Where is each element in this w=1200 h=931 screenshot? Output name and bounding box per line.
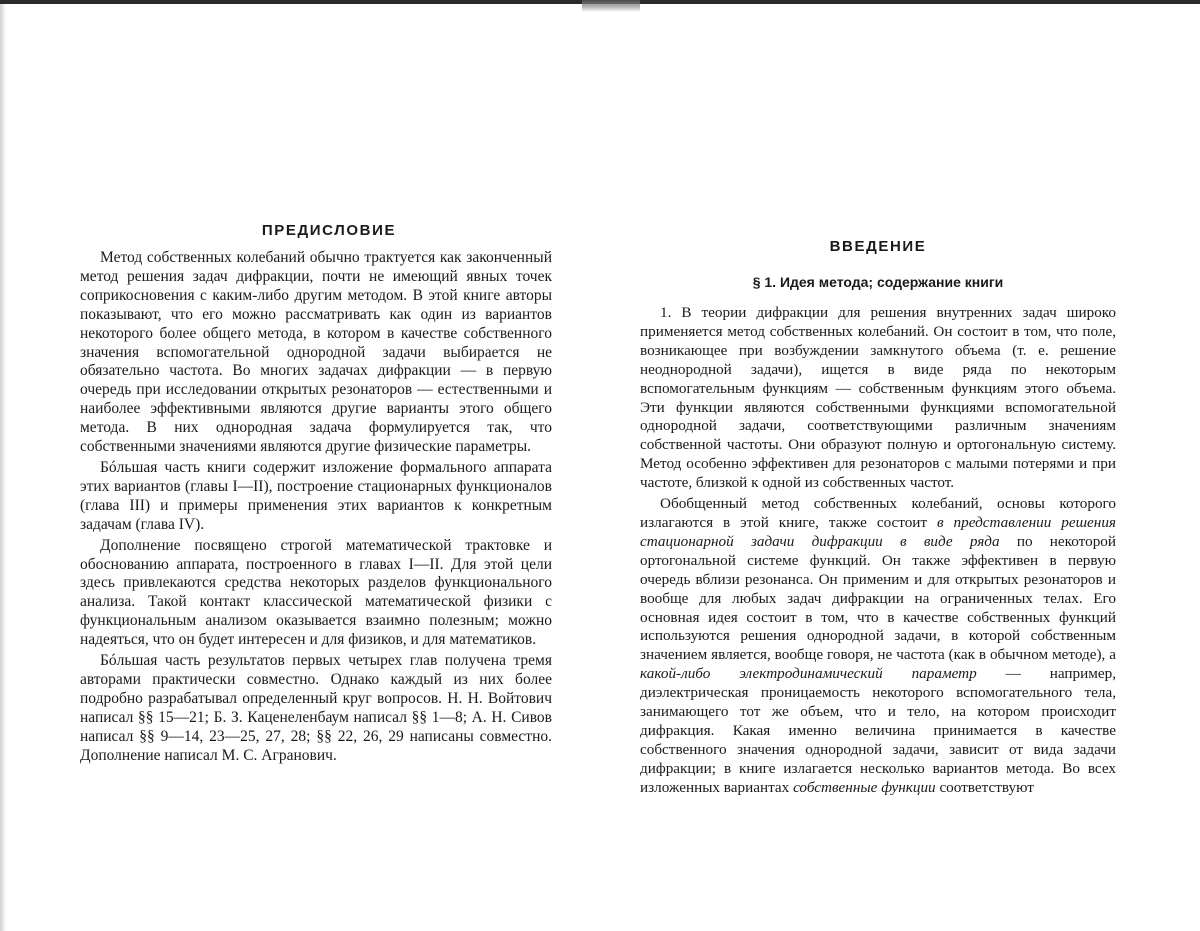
preface-paragraph: Дополнение посвящено строгой математической трактовке и обоснованию аппарата, построенного в главах I—II. Для этой цели здесь привлекаются средства некоторых разделов функционального анализа. Такой контакт классической математической физики с функциональным анализом оказывается взаимно полезным; можно надеяться, что он будет интересен и для физиков, и для математиков. — [80, 536, 552, 649]
scan-edge — [0, 0, 6, 931]
preface-paragraph: Метод собственных колебаний обычно трактуется как законченный метод решения задач дифракции, почти не имеющий явных точек соприкосновения с каким-либо другим методом. В этой книге авторы показывают, что его можно рассматривать как один из вариантов некоторого более общего метода, в котором в качестве собственного значения вспомогательной однородной задачи выбирается не обязательно частота. Во многих задачах дифракции — в первую очередь при исследовании открытых резонаторов — естественными и наиболее эффективными являются другие варианты этого общего метода. В них однородная задача формулируется так, что собственными значениями являются другие физические параметры. — [80, 249, 552, 456]
right-page — [640, 238, 1116, 798]
text-run: Обобщенный метод собственных колебаний, основы которого излагаются в этой книге, также состоит — [640, 495, 1116, 531]
italic-phrase: собственные функции — [793, 778, 936, 796]
preface-paragraph: Бóльшая часть результатов первых четырех глав получена тремя авторами практически совместно. Однако каждый из них более подробно разрабатывал определенный круг вопросов. Н. Н. Войтович написал §§ 15—21; Б. З. Каценеленбаум написал §§ 1—8; А. Н. Сивов написал §§ 9—14, 23—25, 27, 28; §§ 22, 26, 29 написаны совместно. Дополнение написал М. С. Агранович. — [80, 652, 552, 764]
section-heading: § 1. Идея метода; содержание книги — [752, 274, 1004, 290]
text-run: — например, диэлектрическая проницаемость некоторого вспомогательного тела, занимающего тот же объем, что и тело, на котором происходит дифракция. Какая именно величина принимается в качестве собственного значения однородной задачи, зависит от вида задачи дифракции; в книге излагается несколько вариантов метода. Во всех изложенных вариантах — [640, 665, 1117, 796]
intro-paragraph: 1. В теории дифракции для решения внутренних задач широко применяется метод собственных колебаний. Он состоит в том, что поле, возникающее при возбуждении замкнутого объема (т. е. решение неоднородной задачи), ищется в виде ряда по некоторым вспомогательным функциям — собственным функциям этого объема. Эти функции являются собственными функциями вспомогательной однородной задачи, соответствующими различным значениям собственной частоты. Они образуют полную и ортогональную систему. Метод особенно эффективен для резонаторов с малыми потерями и при частоте, близкой к одной из собственных частот. — [640, 304, 1116, 492]
scan-smudge — [582, 0, 640, 12]
italic-phrase: в представлении решения стационарной задачи дифракции в виде ряда — [640, 513, 1116, 550]
introduction-title: ВВЕДЕНИЕ — [829, 238, 927, 255]
left-page — [80, 222, 552, 765]
text-run: по некоторой ортогональной системе функций. Он также эффективен в первую очередь вблизи резонанса. Он применим и для открытых резонаторов и вообще для любых задач дифракции на ограниченных телах. Его основная идея состоит в том, что в качестве собственных функций используются решения однородной задачи, в которой собственным значением является, вообще говоря, не частота (как в обычном методе), а — [640, 532, 1117, 664]
preface-paragraph: Бóльшая часть книги содержит изложение формального аппарата этих вариантов (главы I—II), построение стационарных функционалов (глава III) и примеры применения этих вариантов к конкретным задачам (глава IV). — [80, 458, 552, 533]
preface-title: ПРЕДИСЛОВИЕ — [261, 222, 397, 239]
italic-phrase: какой-либо электродинамический параметр — [640, 665, 977, 683]
text-run: соответствуют — [935, 778, 1034, 796]
intro-paragraph — [640, 495, 1116, 798]
